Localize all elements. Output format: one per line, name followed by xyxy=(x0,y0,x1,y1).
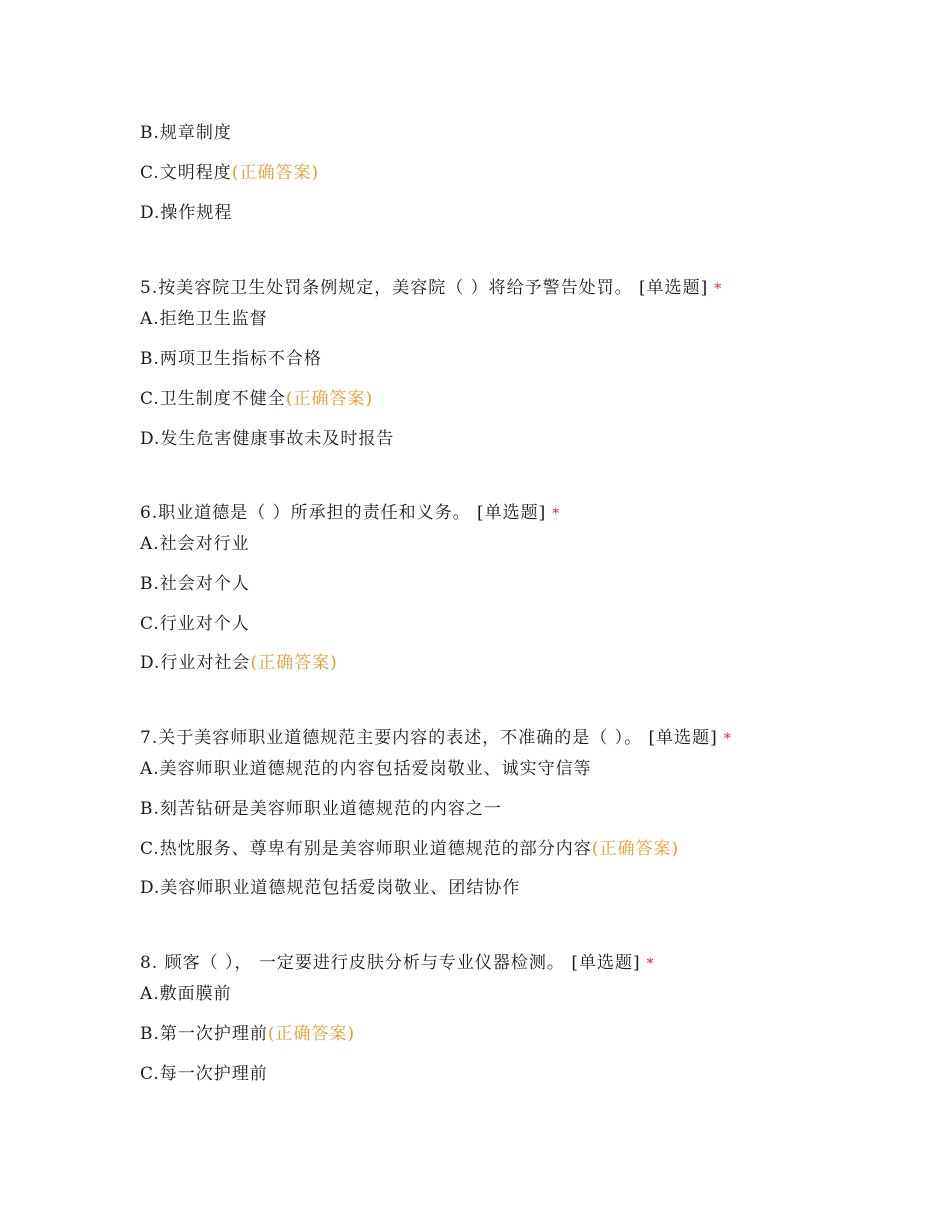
q8-option-c xyxy=(140,1063,268,1085)
q8-question xyxy=(140,952,655,975)
required-asterisk: * xyxy=(723,731,732,747)
required-asterisk: * xyxy=(646,956,655,972)
option-label: C.热忱服务、尊卑有别是美容师职业道德规范的部分内容 xyxy=(140,839,592,859)
q7-option-b xyxy=(140,798,502,820)
correct-answer-marker: (正确答案) xyxy=(250,653,338,673)
q8-option-b xyxy=(140,1023,355,1045)
q5-option-d xyxy=(140,428,394,450)
q5-option-c xyxy=(140,388,373,410)
q6-option-c xyxy=(140,613,250,635)
required-asterisk: * xyxy=(552,506,561,522)
option-label: C.行业对个人 xyxy=(140,614,250,634)
q7-option-d xyxy=(140,877,520,899)
q6-option-a xyxy=(140,533,250,555)
q6-question xyxy=(140,502,560,525)
q5-option-a xyxy=(140,308,268,330)
question-text: 6.职业道德是（ ）所承担的责任和义务。 [单选题] xyxy=(140,503,547,523)
option-label: D.操作规程 xyxy=(140,203,233,223)
option-label: A.拒绝卫生监督 xyxy=(140,309,268,329)
q5-question xyxy=(140,277,722,300)
option-label: D.美容师职业道德规范包括爱岗敬业、团结协作 xyxy=(140,878,521,898)
q6-option-d xyxy=(140,652,338,674)
question-text: 5.按美容院卫生处罚条例规定，美容院（ ）将给予警告处罚。 [单选题] xyxy=(140,278,709,298)
q7-option-c xyxy=(140,838,679,860)
q6-option-b xyxy=(140,573,250,595)
q7-option-a xyxy=(140,758,592,780)
option-label: A.敷面膜前 xyxy=(140,984,232,1004)
correct-answer-marker: (正确答案) xyxy=(591,839,680,859)
option-label: B.两项卫生指标不合格 xyxy=(140,349,322,369)
q4-option-c xyxy=(140,162,319,184)
question-text: 8. 顾客（ ）， 一定要进行皮肤分析与专业仪器检测。 [单选题] xyxy=(140,953,641,973)
option-label: C.卫生制度不健全 xyxy=(140,389,286,409)
option-label: B.规章制度 xyxy=(140,123,232,143)
option-label: B.刻苦钻研是美容师职业道德规范的内容之一 xyxy=(140,799,502,819)
question-text: 7.关于美容师职业道德规范主要内容的表述，不准确的是（ ）。 [单选题] xyxy=(140,728,718,748)
option-label: C.文明程度 xyxy=(140,163,232,183)
correct-answer-marker: (正确答案) xyxy=(285,389,374,409)
correct-answer-marker: (正确答案) xyxy=(231,163,320,183)
option-label: B.第一次护理前 xyxy=(140,1024,268,1044)
option-label: A.社会对行业 xyxy=(140,534,250,554)
q5-option-b xyxy=(140,348,322,370)
option-label: B.社会对个人 xyxy=(140,574,250,594)
option-label: D.发生危害健康事故未及时报告 xyxy=(140,429,395,449)
option-label: A.美容师职业道德规范的内容包括爱岗敬业、诚实守信等 xyxy=(140,759,592,779)
correct-answer-marker: (正确答案) xyxy=(267,1024,356,1044)
q4-option-d xyxy=(140,202,232,224)
q8-option-a xyxy=(140,983,232,1005)
option-label: D.行业对社会 xyxy=(140,653,251,673)
q4-option-b xyxy=(140,122,232,144)
required-asterisk: * xyxy=(714,281,723,297)
q7-question xyxy=(140,727,732,750)
option-label: C.每一次护理前 xyxy=(140,1064,268,1084)
